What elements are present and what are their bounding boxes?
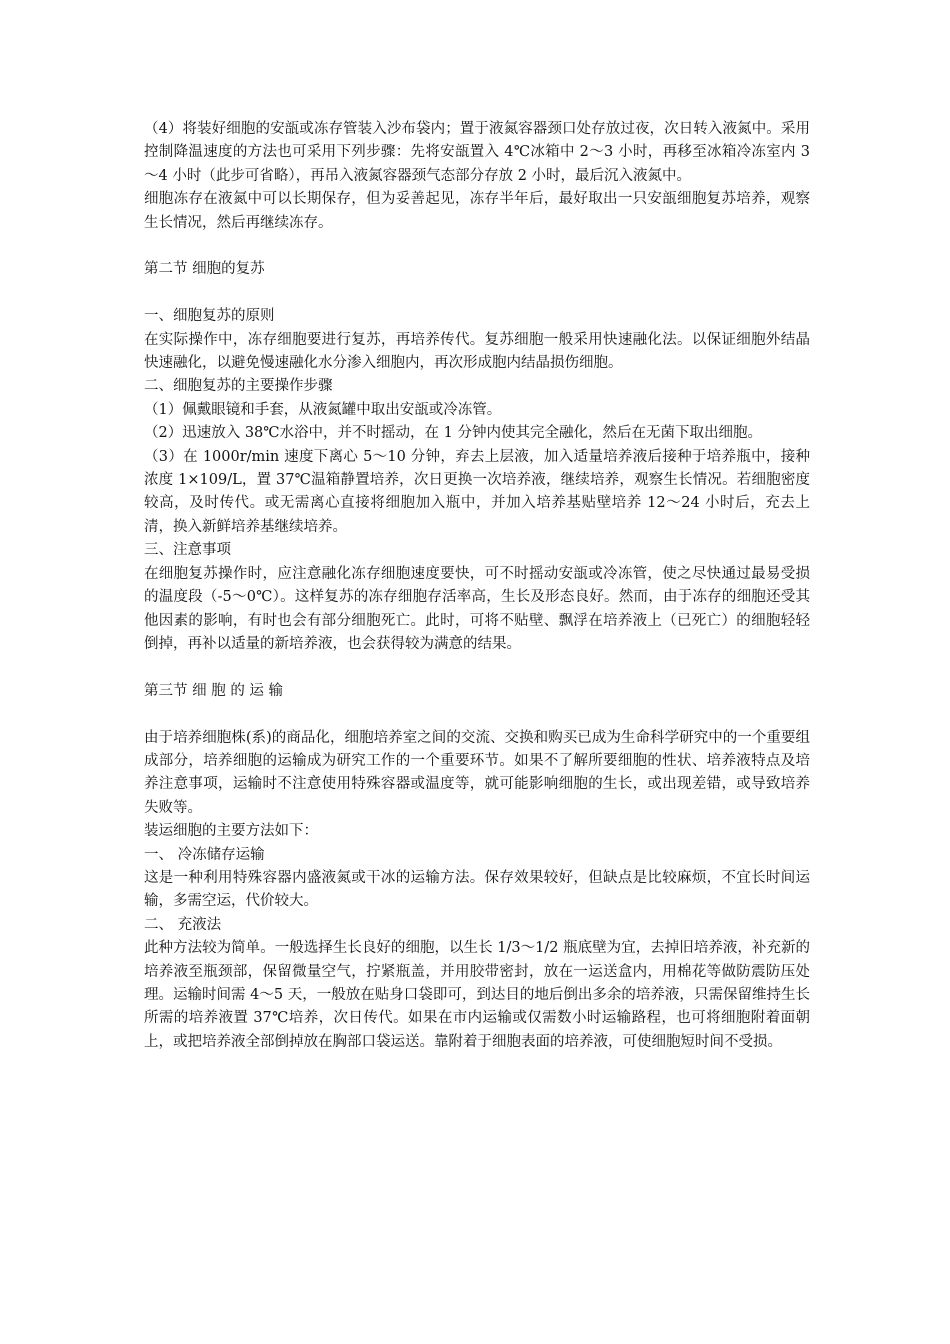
- paragraph-frozen-transport: 这是一种利用特殊容器内盛液氮或干冰的运输方法。保存效果较好，但缺点是比较麻烦，不宜长时间运输，多需空运，代价较大。: [144, 869, 810, 910]
- step-1: （1）佩戴眼镜和手套，从液氮罐中取出安瓿或冷冻管。: [144, 401, 502, 418]
- heading-recovery-principle: 一、细胞复苏的原则: [144, 308, 275, 325]
- paragraph-recovery-principle: 在实际操作中，冻存细胞要进行复苏，再培养传代。复苏细胞一般采用快速融化法。以保证细胞外结晶快速融化，以避免慢速融化水分渗入细胞内，再次形成胞内结晶损伤细胞。: [144, 331, 810, 372]
- step-3: （3）在 1000r/min 速度下离心 5～10 分钟，弃去上层液，加入适量培养液后接种于培养瓶中，接种浓度 1×109/L，置 37℃温箱静置培养，次日更换一次培养液，继续培养，观察生长情况。若细胞密度较高，及时传代。或无需离心直接将细胞加入瓶中，并加入培养基贴壁培养 12～24 小时后，充去上清，换入新鲜培养基继续培养。: [144, 448, 810, 535]
- section-title-transport: 第三节 细 胞 的 运 输: [144, 682, 284, 699]
- heading-recovery-steps: 二、细胞复苏的主要操作步骤: [144, 378, 333, 395]
- paragraph-transport-intro: 由于培养细胞株(系)的商品化，细胞培养室之间的交流、交换和购买已成为生命科学研究中的一个重要组成部分，培养细胞的运输成为研究工作的一个重要环节。如果不了解所要细胞的性状、培养液特点及培养注意事项，运输时不注意使用特殊容器或温度等，就可能影响细胞的生长，或出现差错，或导致培养失败等。: [144, 729, 810, 816]
- heading-fill-method: 二、 充液法: [144, 916, 222, 933]
- document-page: [144, 118, 810, 1054]
- heading-precautions: 三、注意事项: [144, 542, 231, 559]
- paragraph-precautions: 在细胞复苏操作时，应注意融化冻存细胞速度要快，可不时摇动安瓿或冷冻管，使之尽快通过最易受损的温度段（-5～0℃）。这样复苏的冻存细胞存活率高，生长及形态良好。然而，由于冻存的细胞还受其他因素的影响，有时也会有部分细胞死亡。此时，可将不贴壁、飘浮在培养液上（已死亡）的细胞轻轻倒掉，再补以适量的新培养液，也会获得较为满意的结果。: [144, 565, 810, 652]
- paragraph-freezing-steps: （4）将装好细胞的安瓿或冻存管装入沙布袋内；置于液氮容器颈口处存放过夜，次日转入液氮中。采用控制降温速度的方法也可采用下列步骤：先将安瓿置入 4℃冰箱中 2～3 小时，再移至冰箱冷冻室内 3～4 小时（此步可省略），再吊入液氮容器颈气态部分存放 2 小时，最后沉入液氮中。: [144, 121, 810, 184]
- step-2: （2）迅速放入 38℃水浴中，并不时摇动，在 1 分钟内使其完全融化，然后在无菌下取出细胞。: [144, 425, 762, 442]
- section-title-recovery: 第二节 细胞的复苏: [144, 261, 265, 278]
- paragraph-fill-method: 此种方法较为简单。一般选择生长良好的细胞，以生长 1/3～1/2 瓶底壁为宜，去掉旧培养液，补充新的培养液至瓶颈部，保留微量空气，拧紧瓶盖，并用胶带密封，放在一运送盒内，用棉花等做防震防压处理。运输时间需 4～5 天，一般放在贴身口袋即可，到达目的地后倒出多余的培养液，只需保留维持生长所需的培养液置 37℃培养，次日传代。如果在市内运输或仅需数小时运输路程，也可将细胞附着面朝上，或把培养液全部倒掉放在胸部口袋运送。靠附着于细胞表面的培养液，可使细胞短时间不受损。: [144, 940, 810, 1050]
- paragraph-storage-note: 细胞冻存在液氮中可以长期保存，但为妥善起见，冻存半年后，最好取出一只安瓿细胞复苏培养，观察生长情况，然后再继续冻存。: [144, 191, 810, 231]
- paragraph-methods-intro: 装运细胞的主要方法如下：: [144, 823, 318, 840]
- heading-frozen-transport: 一、 冷冻储存运输: [144, 846, 265, 863]
